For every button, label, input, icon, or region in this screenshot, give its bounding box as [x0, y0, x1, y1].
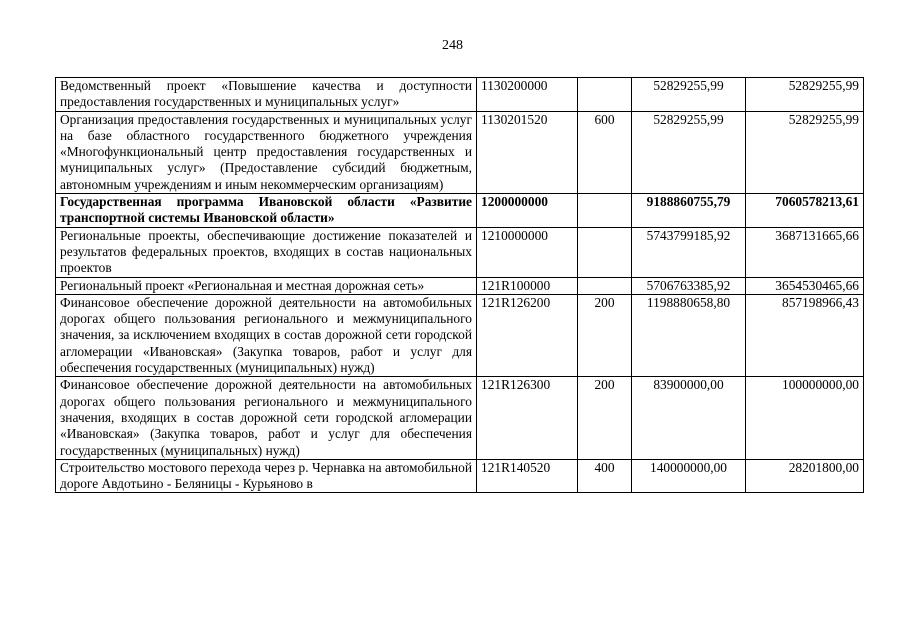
row-name-cell: Региональный проект «Региональная и местная дорожная сеть»: [56, 277, 477, 294]
row-code-cell: 1210000000: [477, 227, 578, 277]
row-sum2-cell: 28201800,00: [746, 459, 864, 493]
row-type-cell: [578, 78, 632, 112]
row-sum1-cell: 52829255,99: [632, 78, 746, 112]
row-type-cell: 200: [578, 377, 632, 459]
row-code-cell: 121R100000: [477, 277, 578, 294]
row-sum1-cell: 140000000,00: [632, 459, 746, 493]
row-code-cell: 121R140520: [477, 459, 578, 493]
row-sum1-cell: 5706763385,92: [632, 277, 746, 294]
row-sum2-cell: 52829255,99: [746, 78, 864, 112]
row-sum2-cell: 857198966,43: [746, 294, 864, 376]
table-row: [56, 227, 864, 277]
table-row: [56, 111, 864, 193]
budget-table-body: [56, 78, 864, 493]
row-sum1-cell: 9188860755,79: [632, 194, 746, 228]
row-sum2-cell: 52829255,99: [746, 111, 864, 193]
row-name-cell: Государственная программа Ивановской области «Развитие транспортной системы Ивановской области»: [56, 194, 477, 228]
row-name-cell: Строительство мостового перехода через р. Чернавка на автомобильной дороге Авдотьино - Беляницы - Курьяново в: [56, 459, 477, 493]
budget-table: [55, 77, 864, 493]
row-sum2-cell: 3654530465,66: [746, 277, 864, 294]
row-code-cell: 1130200000: [477, 78, 578, 112]
row-code-cell: 121R126300: [477, 377, 578, 459]
row-code-cell: 1200000000: [477, 194, 578, 228]
row-type-cell: [578, 277, 632, 294]
row-type-cell: 200: [578, 294, 632, 376]
row-sum2-cell: 3687131665,66: [746, 227, 864, 277]
row-code-cell: 1130201520: [477, 111, 578, 193]
page-number: 248: [442, 38, 463, 53]
row-name-cell: Финансовое обеспечение дорожной деятельности на автомобильных дорогах общего пользования регионального и межмуниципального значения, за исключением входящих в состав дорожной сети городской агломерации «Ивановская» (Закупка товаров, работ и услуг для обеспечения государственных (муниципальных) нужд): [56, 294, 477, 376]
table-row: [56, 194, 864, 228]
row-sum1-cell: 83900000,00: [632, 377, 746, 459]
row-type-cell: [578, 227, 632, 277]
table-row: [56, 277, 864, 294]
row-sum2-cell: 100000000,00: [746, 377, 864, 459]
row-sum2-cell: 7060578213,61: [746, 194, 864, 228]
row-sum1-cell: 5743799185,92: [632, 227, 746, 277]
row-code-cell: 121R126200: [477, 294, 578, 376]
row-name-cell: Организация предоставления государственных и муниципальных услуг на базе областного государственного бюджетного учреждения «Многофункциональный центр предоставления государственных и муниципальных услуг» (Предоставление субсидий бюджетным, автономным учреждениям и иным некоммерческим организациям): [56, 111, 477, 193]
row-name-cell: Региональные проекты, обеспечивающие достижение показателей и результатов федеральных проектов, входящих в состав национальных проектов: [56, 227, 477, 277]
row-type-cell: 400: [578, 459, 632, 493]
table-row: [56, 459, 864, 493]
row-type-cell: 600: [578, 111, 632, 193]
table-row: [56, 377, 864, 459]
table-row: [56, 78, 864, 112]
row-name-cell: Ведомственный проект «Повышение качества и доступности предоставления государственных и муниципальных услуг»: [56, 78, 477, 112]
row-sum1-cell: 52829255,99: [632, 111, 746, 193]
row-type-cell: [578, 194, 632, 228]
row-sum1-cell: 1198880658,80: [632, 294, 746, 376]
row-name-cell: Финансовое обеспечение дорожной деятельности на автомобильных дорогах общего пользования регионального и межмуниципального значения, входящих в состав дорожной сети городской агломерации «Ивановская» (Закупка товаров, работ и услуг для обеспечения государственных (муниципальных) нужд): [56, 377, 477, 459]
table-row: [56, 294, 864, 376]
